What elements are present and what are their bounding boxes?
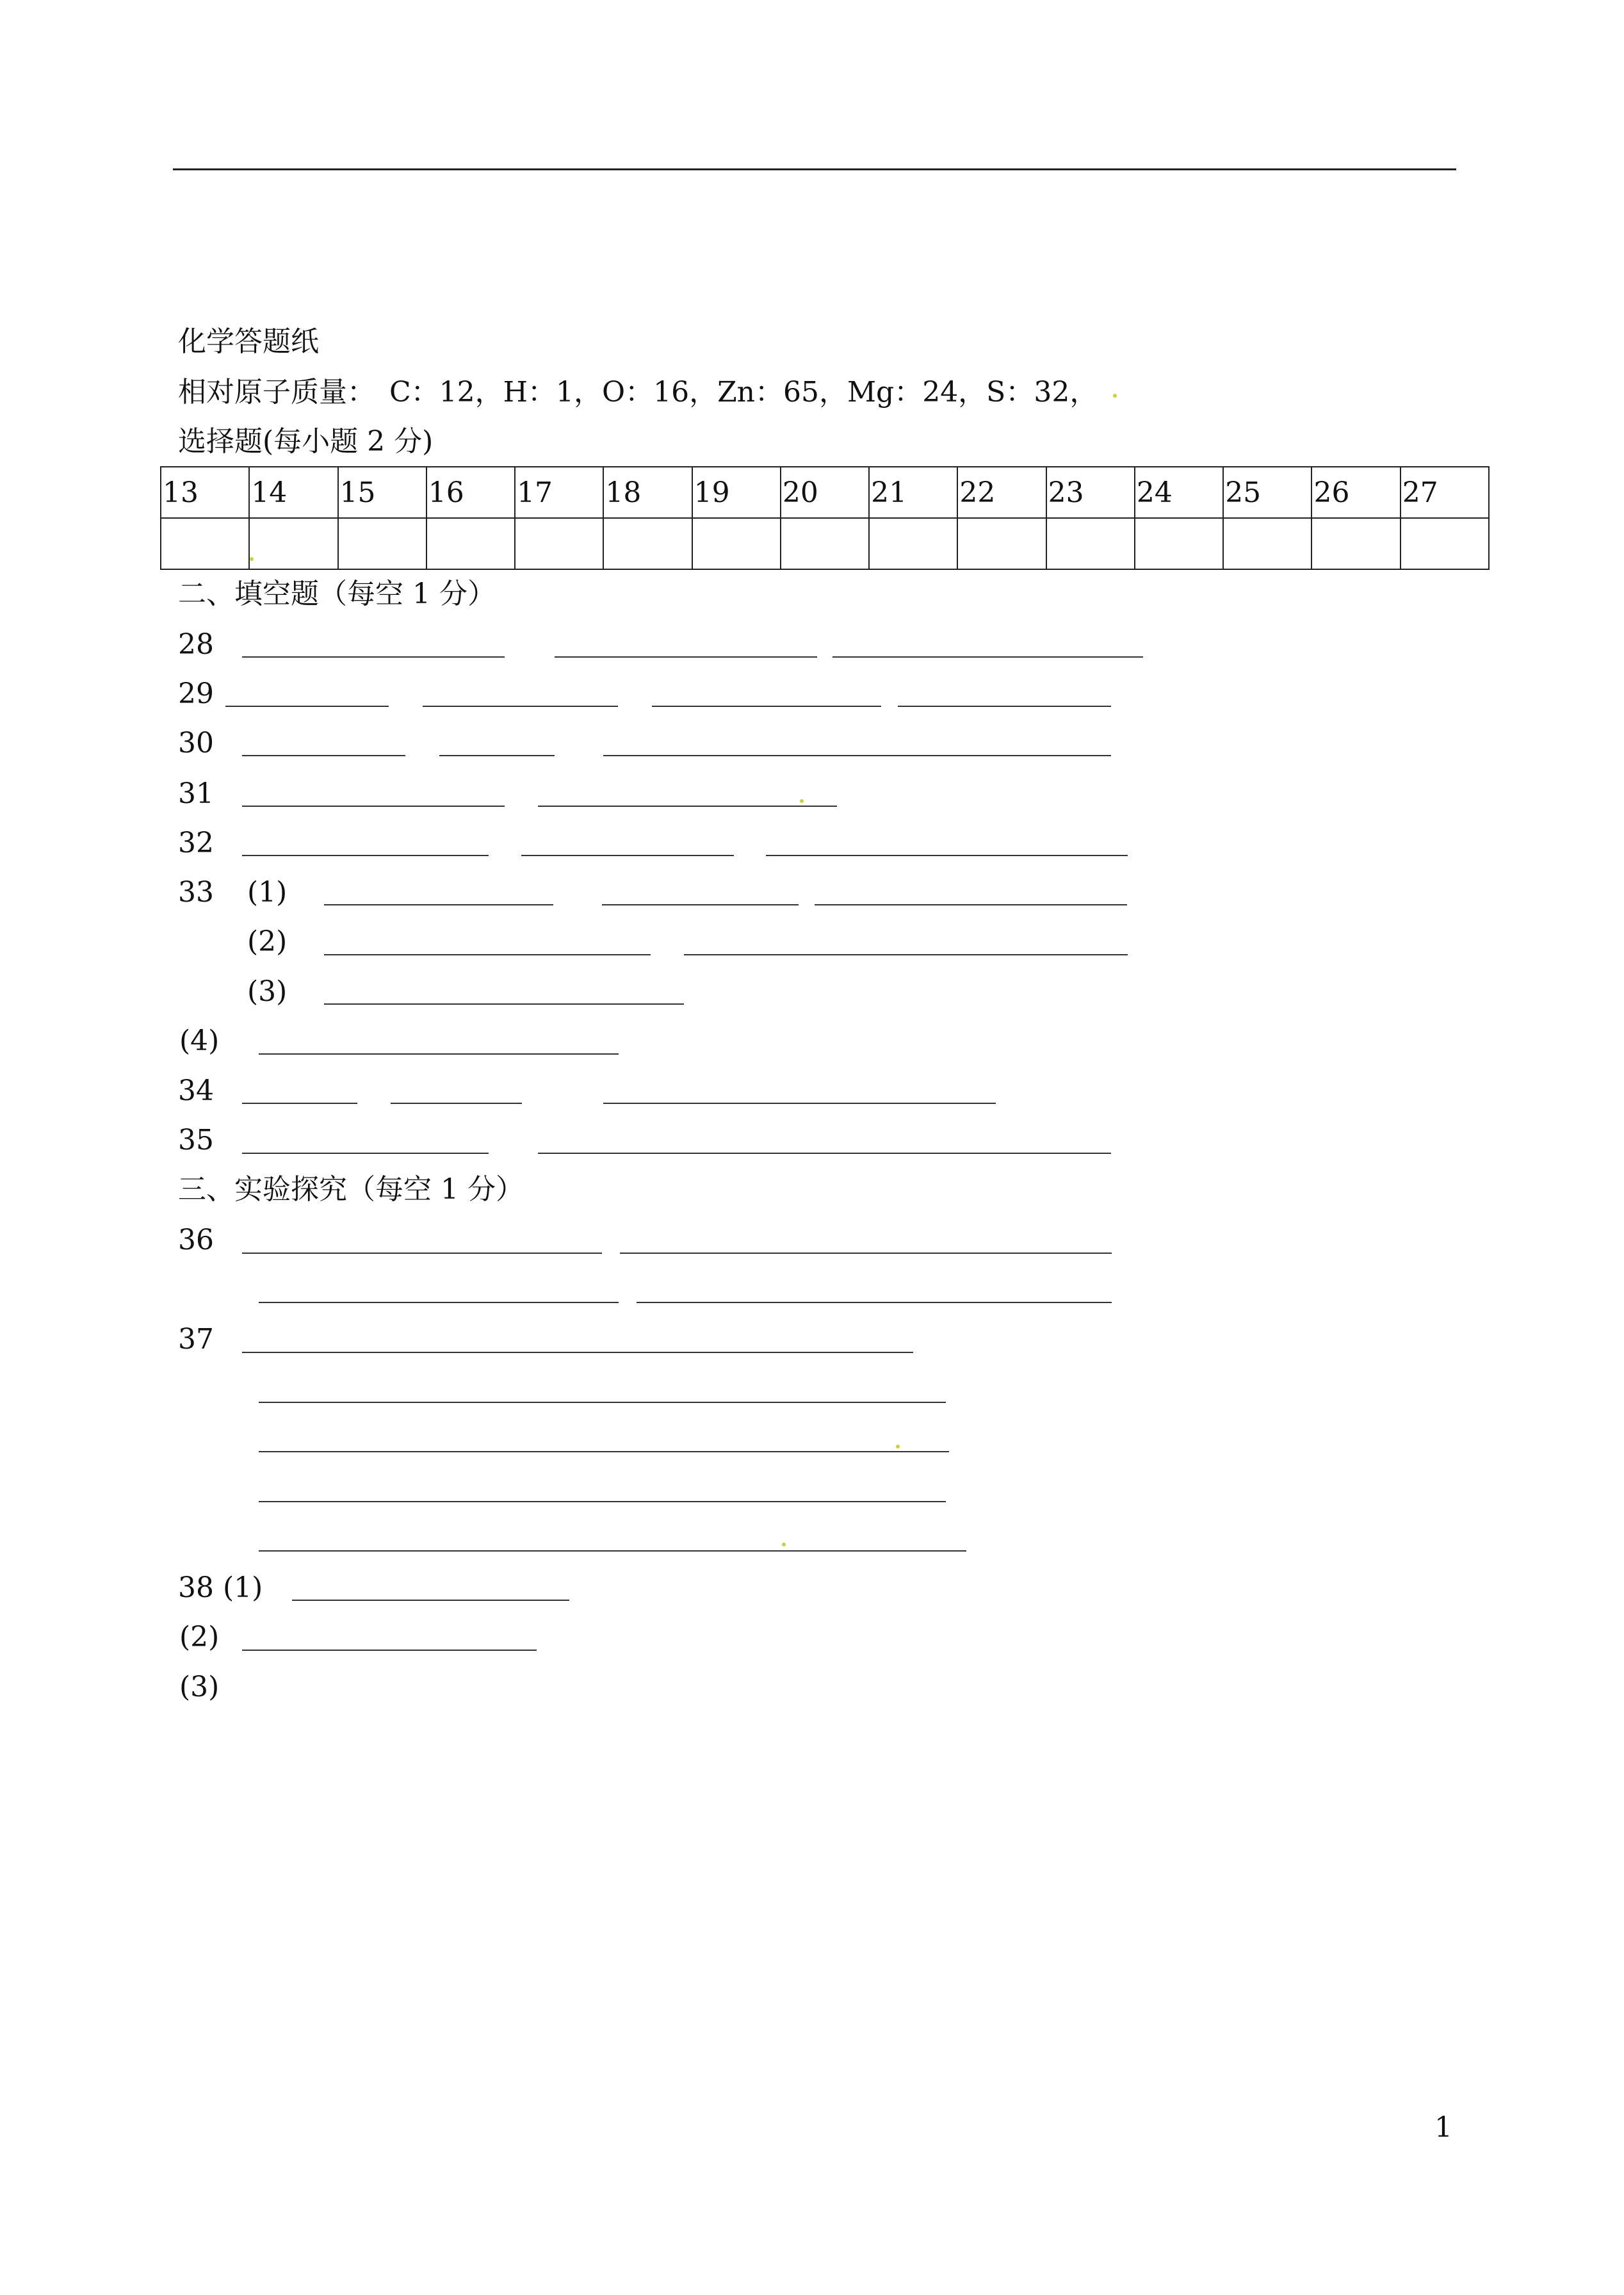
answer-blank[interactable] — [832, 656, 1143, 658]
answer-blank[interactable] — [259, 1501, 946, 1502]
answer-blank[interactable] — [242, 1103, 357, 1104]
choice-number: 26 — [1311, 467, 1400, 518]
choice-number: 19 — [692, 467, 781, 518]
answer-blank[interactable] — [242, 806, 505, 807]
q32-label: 32 — [178, 827, 214, 859]
choice-number: 22 — [957, 467, 1046, 518]
page-number: 1 — [1434, 2111, 1452, 2144]
answer-blank[interactable] — [684, 954, 1128, 955]
q33-part1-label: (1) — [247, 876, 288, 909]
answer-cell[interactable] — [1135, 518, 1223, 569]
choice-number: 17 — [515, 467, 603, 518]
answer-blank[interactable] — [324, 954, 651, 955]
q30-label: 30 — [178, 727, 214, 759]
answer-blank[interactable] — [602, 904, 799, 905]
choice-number: 14 — [249, 467, 337, 518]
answer-blank[interactable] — [259, 1302, 619, 1303]
answer-cell[interactable] — [515, 518, 603, 569]
answer-blank[interactable] — [637, 1302, 1112, 1303]
page-title: 化学答题纸 — [178, 325, 319, 358]
answer-blank[interactable] — [225, 706, 389, 707]
answer-blank[interactable] — [538, 1153, 1111, 1154]
q28-label: 28 — [178, 628, 214, 661]
q31-label: 31 — [178, 777, 214, 810]
choice-number: 20 — [781, 467, 869, 518]
speck-mark — [896, 1445, 900, 1448]
answer-blank[interactable] — [324, 904, 553, 905]
choice-number: 21 — [869, 467, 957, 518]
answer-cell[interactable] — [781, 518, 869, 569]
q38-part2-label: (2) — [179, 1621, 220, 1653]
q33-label: 33 — [178, 876, 214, 909]
speck-mark — [1113, 394, 1117, 398]
answer-cell[interactable] — [1401, 518, 1489, 569]
answer-blank[interactable] — [538, 806, 837, 807]
answer-blank[interactable] — [652, 706, 881, 707]
q33-part3-label: (3) — [247, 975, 288, 1008]
choice-answer-table — [160, 466, 1490, 570]
choice-number-row — [161, 467, 1489, 518]
answer-cell[interactable] — [161, 518, 249, 569]
q38-label: 38 (1) — [178, 1571, 263, 1604]
choice-number: 27 — [1401, 467, 1489, 518]
answer-blank[interactable] — [620, 1253, 1112, 1254]
answer-blank[interactable] — [242, 656, 505, 658]
answer-blank[interactable] — [603, 755, 1111, 756]
q29-label: 29 — [178, 677, 214, 710]
header-rule — [173, 168, 1456, 170]
q37-label: 37 — [178, 1323, 214, 1356]
choice-answer-row — [161, 518, 1489, 569]
answer-blank[interactable] — [423, 706, 618, 707]
answer-blank[interactable] — [242, 755, 405, 756]
answer-blank[interactable] — [259, 1053, 619, 1055]
answer-cell[interactable] — [603, 518, 692, 569]
choice-number: 23 — [1046, 467, 1135, 518]
q38-part3-label: (3) — [179, 1671, 220, 1703]
answer-blank[interactable] — [766, 855, 1128, 856]
answer-blank[interactable] — [242, 1153, 489, 1154]
answer-blank[interactable] — [555, 656, 817, 658]
answer-blank[interactable] — [391, 1103, 522, 1104]
choice-number: 25 — [1223, 467, 1311, 518]
answer-blank[interactable] — [898, 706, 1111, 707]
speck-mark — [782, 1543, 786, 1546]
answer-blank[interactable] — [242, 1650, 537, 1651]
choice-number: 18 — [603, 467, 692, 518]
speck-mark — [250, 557, 254, 561]
answer-blank[interactable] — [815, 904, 1127, 905]
section-experiment-heading: 三、实验探究（每空 1 分） — [178, 1173, 524, 1206]
answer-blank[interactable] — [242, 1352, 913, 1353]
answer-blank[interactable] — [603, 1103, 996, 1104]
choice-number: 16 — [426, 467, 515, 518]
answer-cell[interactable] — [338, 518, 426, 569]
q34-label: 34 — [178, 1075, 214, 1107]
section-fill-heading: 二、填空题（每空 1 分） — [178, 578, 496, 610]
choice-number: 24 — [1135, 467, 1223, 518]
answer-blank[interactable] — [259, 1451, 949, 1452]
answer-blank[interactable] — [292, 1600, 569, 1601]
choice-number: 15 — [338, 467, 426, 518]
answer-cell[interactable] — [1046, 518, 1135, 569]
answer-blank[interactable] — [242, 1253, 602, 1254]
answer-cell[interactable] — [1311, 518, 1400, 569]
answer-blank[interactable] — [242, 855, 489, 856]
answer-blank[interactable] — [324, 1003, 684, 1005]
q36-label: 36 — [178, 1224, 214, 1256]
section-choice-heading: 选择题(每小题 2 分) — [178, 425, 434, 458]
q35-label: 35 — [178, 1124, 214, 1156]
atomic-mass-line: 相对原子质量： C：12，H：1，O：16，Zn：65，Mg：24，S：32， — [178, 376, 1098, 409]
answer-blank[interactable] — [259, 1550, 966, 1552]
speck-mark — [800, 799, 804, 803]
answer-cell[interactable] — [426, 518, 515, 569]
answer-cell[interactable] — [249, 518, 337, 569]
answer-blank[interactable] — [521, 855, 734, 856]
answer-cell[interactable] — [692, 518, 781, 569]
answer-blank[interactable] — [259, 1402, 946, 1403]
answer-cell[interactable] — [957, 518, 1046, 569]
choice-number: 13 — [161, 467, 249, 518]
q33-part4-label: (4) — [179, 1025, 220, 1057]
answer-blank[interactable] — [439, 755, 555, 756]
q33-part2-label: (2) — [247, 925, 288, 958]
answer-cell[interactable] — [869, 518, 957, 569]
answer-cell[interactable] — [1223, 518, 1311, 569]
